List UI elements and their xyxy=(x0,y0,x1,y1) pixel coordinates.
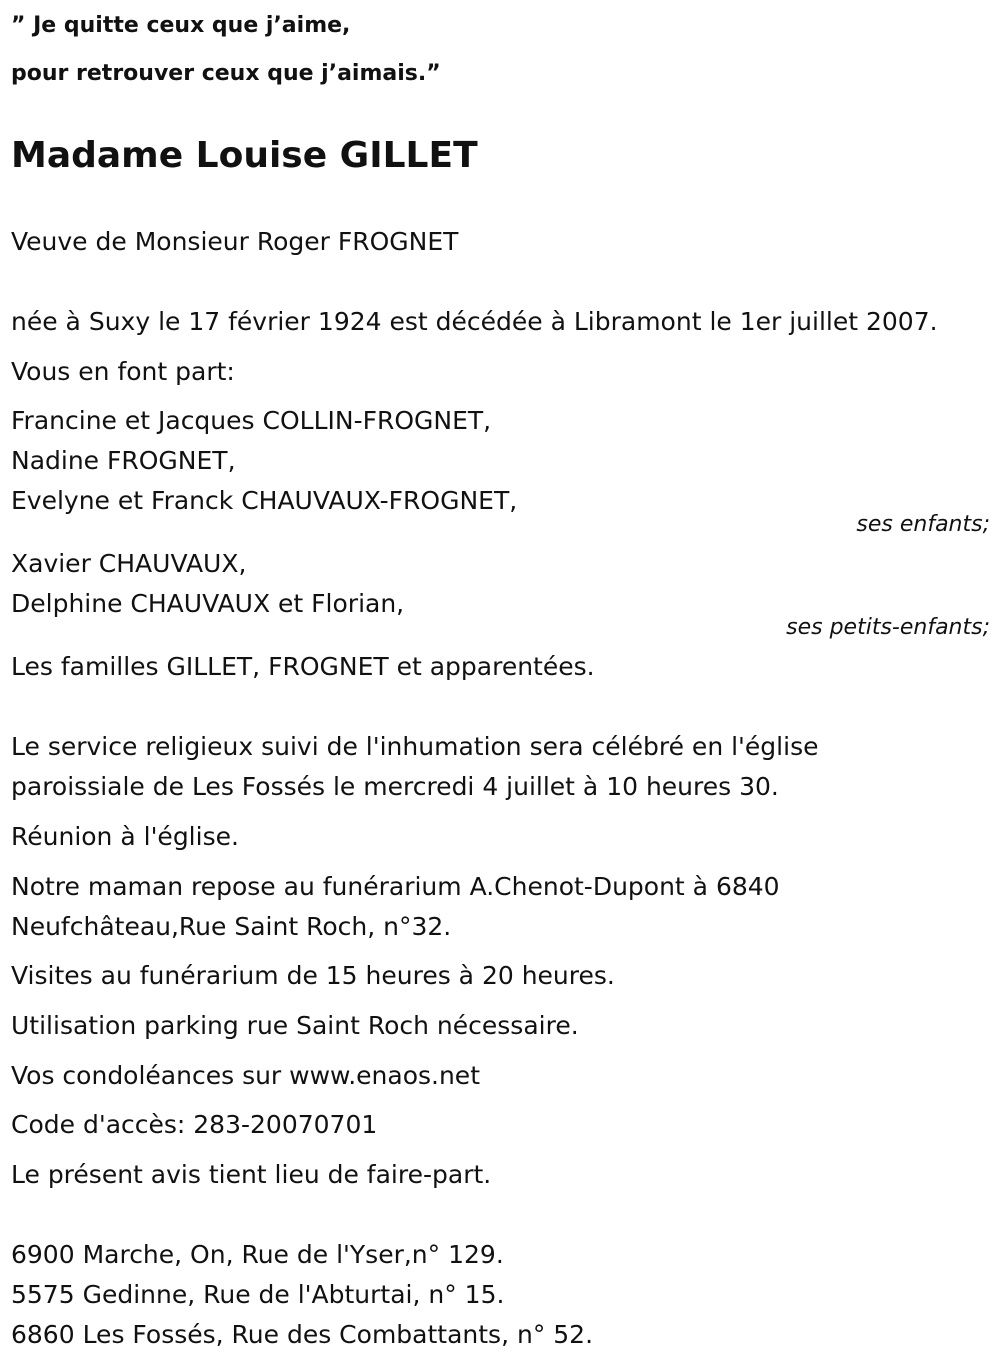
condolences-line: Vos condoléances sur www.enaos.net xyxy=(11,1061,480,1090)
grandchildren-label: ses petits-enfants; xyxy=(786,615,990,640)
address-line: 6860 Les Fossés, Rue des Combattants, n° 52. xyxy=(11,1320,594,1349)
quote-line-2: pour retrouver ceux que j’aimais.” xyxy=(11,61,441,86)
service-line-1: Le service religieux suivi de l'inhumation sera célébré en l'église xyxy=(11,732,819,761)
spouse-line: Veuve de Monsieur Roger FROGNET xyxy=(11,227,459,256)
service-line-2: paroissiale de Les Fossés le mercredi 4 juillet à 10 heures 30. xyxy=(11,772,779,801)
address-line: 5575 Gedinne, Rue de l'Abturtai, n° 15. xyxy=(11,1280,505,1309)
grandchild-entry: Delphine CHAUVAUX et Florian, xyxy=(11,589,405,618)
notice-line: Le présent avis tient lieu de faire-part. xyxy=(11,1160,492,1189)
quote-line-1: ” Je quitte ceux que j’aime, xyxy=(11,13,351,38)
grandchild-entry: Xavier CHAUVAUX, xyxy=(11,549,247,578)
announcement-intro: Vous en font part: xyxy=(11,357,235,386)
families-line: Les familles GILLET, FROGNET et apparentées. xyxy=(11,652,595,681)
funerarium-line-2: Neufchâteau,Rue Saint Roch, n°32. xyxy=(11,912,452,941)
visits-line: Visites au funérarium de 15 heures à 20 heures. xyxy=(11,961,615,990)
funerarium-line-1: Notre maman repose au funérarium A.Chenot-Dupont à 6840 xyxy=(11,872,780,901)
parking-line: Utilisation parking rue Saint Roch nécessaire. xyxy=(11,1011,579,1040)
address-line: 6900 Marche, On, Rue de l'Yser,n° 129. xyxy=(11,1240,504,1269)
child-entry: Francine et Jacques COLLIN-FROGNET, xyxy=(11,406,492,435)
child-entry: Nadine FROGNET, xyxy=(11,446,236,475)
meeting-line: Réunion à l'église. xyxy=(11,822,239,851)
access-code-line: Code d'accès: 283-20070701 xyxy=(11,1110,378,1139)
birth-death-line: née à Suxy le 17 février 1924 est décédée à Libramont le 1er juillet 2007. xyxy=(11,307,938,336)
obituary-notice xyxy=(11,0,990,1369)
children-label: ses enfants; xyxy=(856,512,990,537)
child-entry: Evelyne et Franck CHAUVAUX-FROGNET, xyxy=(11,486,518,515)
deceased-name: Madame Louise GILLET xyxy=(11,135,478,176)
